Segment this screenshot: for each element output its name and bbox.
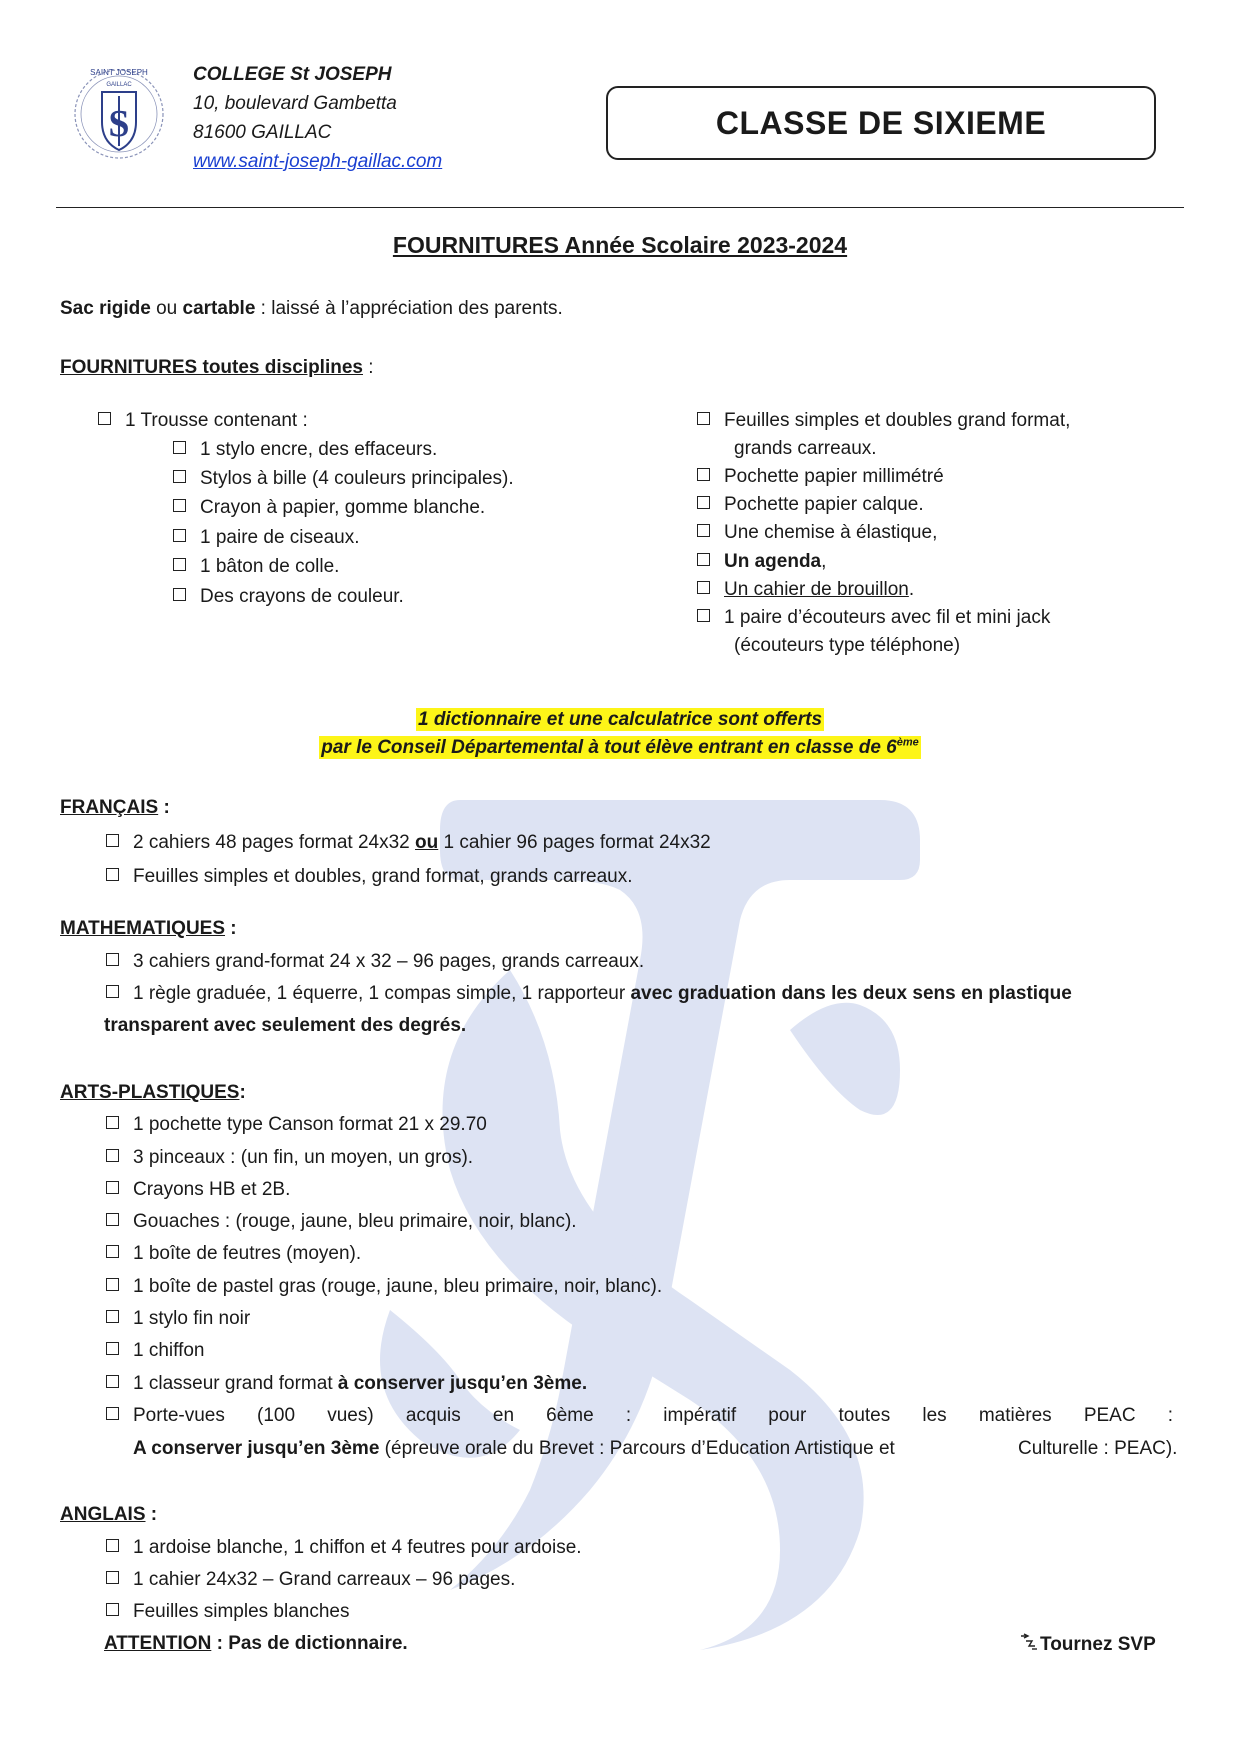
list-item xyxy=(106,1405,1186,1427)
list-item xyxy=(106,983,1072,1005)
turn-page-icon xyxy=(1018,1633,1040,1653)
list-item xyxy=(106,1179,290,1201)
item-text: Un cahier de brouillon xyxy=(724,579,909,600)
list-item xyxy=(697,466,944,488)
item-text: 1 stylo fin noir xyxy=(133,1308,251,1329)
notice-line-1 xyxy=(0,709,1240,731)
checkbox-icon xyxy=(106,1407,119,1420)
item-text: 1 cahier 24x32 – Grand carreaux – 96 pages. xyxy=(133,1569,516,1590)
checkbox-icon xyxy=(106,834,119,847)
list-item xyxy=(697,522,937,544)
logo-text: SAINT JOSEPH xyxy=(90,68,148,77)
item-text: Feuilles simples blanches xyxy=(133,1601,350,1622)
checkbox-icon xyxy=(106,1603,119,1616)
school-address xyxy=(193,60,442,176)
list-item xyxy=(106,1243,361,1265)
item-text: Porte-vues (100 vues) acquis en 6ème : impératif pour toutes les matières PEAC : xyxy=(133,1405,1173,1426)
item-text: 1 pochette type Canson format 21 x 29.70 xyxy=(133,1114,487,1135)
svg-text:S: S xyxy=(108,103,130,145)
list-item-continuation: grands carreaux. xyxy=(734,438,877,459)
checkbox-icon xyxy=(106,1310,119,1323)
item-text: Pochette papier calque. xyxy=(724,494,924,515)
section-heading-anglais xyxy=(60,1504,157,1526)
list-item xyxy=(697,551,826,573)
item-text: Crayon à papier, gomme blanche. xyxy=(200,497,486,518)
list-item xyxy=(697,579,914,601)
list-item xyxy=(106,1211,577,1233)
item-text: 1 ardoise blanche, 1 chiffon et 4 feutres pour ardoise. xyxy=(133,1537,582,1558)
item-text: 3 pinceaux : (un fin, un moyen, un gros). xyxy=(133,1147,474,1168)
item-punct: , xyxy=(821,551,827,572)
list-item xyxy=(173,439,437,461)
arts-heading: ARTS-PLASTIQUES xyxy=(60,1082,240,1103)
checkbox-icon xyxy=(106,1342,119,1355)
checkbox-icon xyxy=(106,1181,119,1194)
list-item xyxy=(106,866,633,888)
checkbox-icon xyxy=(697,496,710,509)
checkbox-icon xyxy=(106,1375,119,1388)
checkbox-icon xyxy=(106,1149,119,1162)
school-logo xyxy=(72,62,167,162)
checkbox-icon xyxy=(106,1213,119,1226)
item-text: 1 paire d’écouteurs avec fil et mini jack xyxy=(724,607,1051,628)
item-text: Une chemise à élastique, xyxy=(724,522,938,543)
attention-label: ATTENTION xyxy=(104,1633,212,1654)
general-heading-suffix: : xyxy=(362,357,374,378)
item-text: 1 boîte de pastel gras (rouge, jaune, bleu primaire, noir, blanc). xyxy=(133,1276,663,1297)
item-text: Stylos à bille (4 couleurs principales). xyxy=(200,468,514,489)
item-text: Gouaches : (rouge, jaune, bleu primaire, noir, blanc). xyxy=(133,1211,577,1232)
item-emphasis: ou xyxy=(415,832,439,853)
item-text: 1 bâton de colle. xyxy=(200,556,340,577)
item-emphasis: A conserver jusqu’en 3ème xyxy=(133,1438,380,1459)
item-text: (épreuve orale du Brevet : Parcours d’Education Artistique et xyxy=(379,1438,895,1459)
item-text: 1 chiffon xyxy=(133,1340,205,1361)
section-heading-general xyxy=(60,357,374,379)
checkbox-icon xyxy=(173,588,186,601)
checkbox-icon xyxy=(106,1116,119,1129)
checkbox-icon xyxy=(173,529,186,542)
item-text: Un agenda xyxy=(724,551,822,572)
francais-heading: FRANÇAIS xyxy=(60,797,159,818)
list-item xyxy=(697,410,1070,432)
item-text: 1 paire de ciseaux. xyxy=(200,527,360,548)
item-text: Crayons HB et 2B. xyxy=(133,1179,291,1200)
bag-conj: ou xyxy=(150,298,183,319)
list-item-continuation xyxy=(133,1438,895,1460)
item-punct: . xyxy=(908,579,915,600)
turn-over-note xyxy=(1018,1633,1156,1656)
attention-text: : Pas de dictionnaire. xyxy=(211,1633,408,1654)
school-website-link[interactable]: www.saint-joseph-gaillac.com xyxy=(193,151,443,172)
checkbox-icon xyxy=(697,581,710,594)
maths-heading: MATHEMATIQUES xyxy=(60,918,226,939)
item-text: 1 règle graduée, 1 équerre, 1 compas simple, 1 rapporteur xyxy=(133,983,631,1004)
school-street: 10, boulevard Gambetta xyxy=(193,93,397,114)
checkbox-icon xyxy=(98,412,111,425)
list-item xyxy=(106,1308,250,1330)
list-item-continuation: transparent avec seulement des degrés. xyxy=(104,1015,467,1036)
page-title-text: FOURNITURES Année Scolaire 2023-2024 xyxy=(392,232,848,258)
list-item xyxy=(106,1340,204,1362)
header-divider xyxy=(56,207,1184,208)
heading-suffix: : xyxy=(225,918,237,939)
list-item xyxy=(106,1114,487,1136)
checkbox-icon xyxy=(697,553,710,566)
school-name: COLLEGE St JOSEPH xyxy=(193,64,392,85)
checkbox-icon xyxy=(173,499,186,512)
heading-suffix: : xyxy=(158,797,170,818)
notice-line-2 xyxy=(0,737,1240,759)
section-heading-maths xyxy=(60,918,237,940)
list-item xyxy=(173,468,514,490)
checkbox-icon xyxy=(697,609,710,622)
checkbox-icon xyxy=(106,1539,119,1552)
list-item xyxy=(98,410,308,432)
item-text: 1 classeur grand format xyxy=(133,1373,338,1394)
notice-sup: ème xyxy=(896,737,919,749)
checkbox-icon xyxy=(173,441,186,454)
list-item xyxy=(106,1147,473,1169)
item-text: Feuilles simples et doubles grand format, xyxy=(724,410,1071,431)
general-heading: FOURNITURES toutes disciplines xyxy=(60,357,363,378)
section-heading-arts xyxy=(60,1082,246,1104)
list-item xyxy=(106,951,644,973)
list-item xyxy=(106,832,711,854)
bag-text: : laissé à l’appréciation des parents. xyxy=(255,298,563,319)
checkbox-icon xyxy=(697,412,710,425)
item-text: Pochette papier millimétré xyxy=(724,466,944,487)
heading-suffix: : xyxy=(145,1504,158,1525)
list-item xyxy=(106,1276,662,1298)
checkbox-icon xyxy=(697,524,710,537)
list-item xyxy=(173,527,360,549)
list-item xyxy=(173,556,339,578)
list-item xyxy=(173,586,404,608)
list-item-continuation: Culturelle : PEAC). xyxy=(1018,1438,1178,1459)
item-text: 1 stylo encre, des effaceurs. xyxy=(200,439,438,460)
checkbox-icon xyxy=(173,470,186,483)
list-item xyxy=(106,1373,587,1395)
item-text: 1 cahier 96 pages format 24x32 xyxy=(438,832,711,853)
checkbox-icon xyxy=(106,868,119,881)
logo-subtext: GAILLAC xyxy=(106,82,132,88)
item-emphasis: avec graduation dans les deux sens en plastique xyxy=(630,983,1072,1004)
item-text: 3 cahiers grand-format 24 x 32 – 96 pages, grands carreaux. xyxy=(133,951,645,972)
checkbox-icon xyxy=(106,1571,119,1584)
item-text: 1 Trousse contenant : xyxy=(125,410,308,431)
list-item xyxy=(106,1537,582,1559)
list-item xyxy=(697,607,1050,629)
item-text: Feuilles simples et doubles, grand format, grands carreaux. xyxy=(133,866,633,887)
bag-line xyxy=(60,298,563,320)
checkbox-icon xyxy=(106,1278,119,1291)
item-text: 1 boîte de feutres (moyen). xyxy=(133,1243,362,1264)
turn-over-text: Tournez SVP xyxy=(1040,1634,1156,1655)
section-heading-francais xyxy=(60,797,170,819)
school-city: 81600 GAILLAC xyxy=(193,122,332,143)
list-item xyxy=(106,1569,515,1591)
page-title xyxy=(0,232,1240,259)
list-item-continuation: (écouteurs type téléphone) xyxy=(734,635,961,656)
checkbox-icon xyxy=(106,985,119,998)
checkbox-icon xyxy=(106,1245,119,1258)
item-emphasis: à conserver jusqu’en 3ème. xyxy=(337,1373,588,1394)
notice-text-2: par le Conseil Départemental à tout élève entrant en classe de 6 xyxy=(321,737,897,759)
anglais-heading: ANGLAIS xyxy=(60,1504,146,1525)
checkbox-icon xyxy=(173,558,186,571)
notice-text-1: 1 dictionnaire et une calculatrice sont offerts xyxy=(417,709,823,730)
item-text: Des crayons de couleur. xyxy=(200,586,404,607)
class-level-box: CLASSE DE SIXIEME xyxy=(606,86,1156,160)
attention-note xyxy=(104,1633,408,1655)
item-text: 2 cahiers 48 pages format 24x32 xyxy=(133,832,416,853)
checkbox-icon xyxy=(106,953,119,966)
list-item xyxy=(106,1601,350,1623)
bag-label-1: Sac rigide xyxy=(60,298,151,319)
list-item xyxy=(697,494,924,516)
checkbox-icon xyxy=(697,468,710,481)
heading-suffix: : xyxy=(239,1082,246,1103)
list-item xyxy=(173,497,485,519)
bag-label-2: cartable xyxy=(182,298,256,319)
